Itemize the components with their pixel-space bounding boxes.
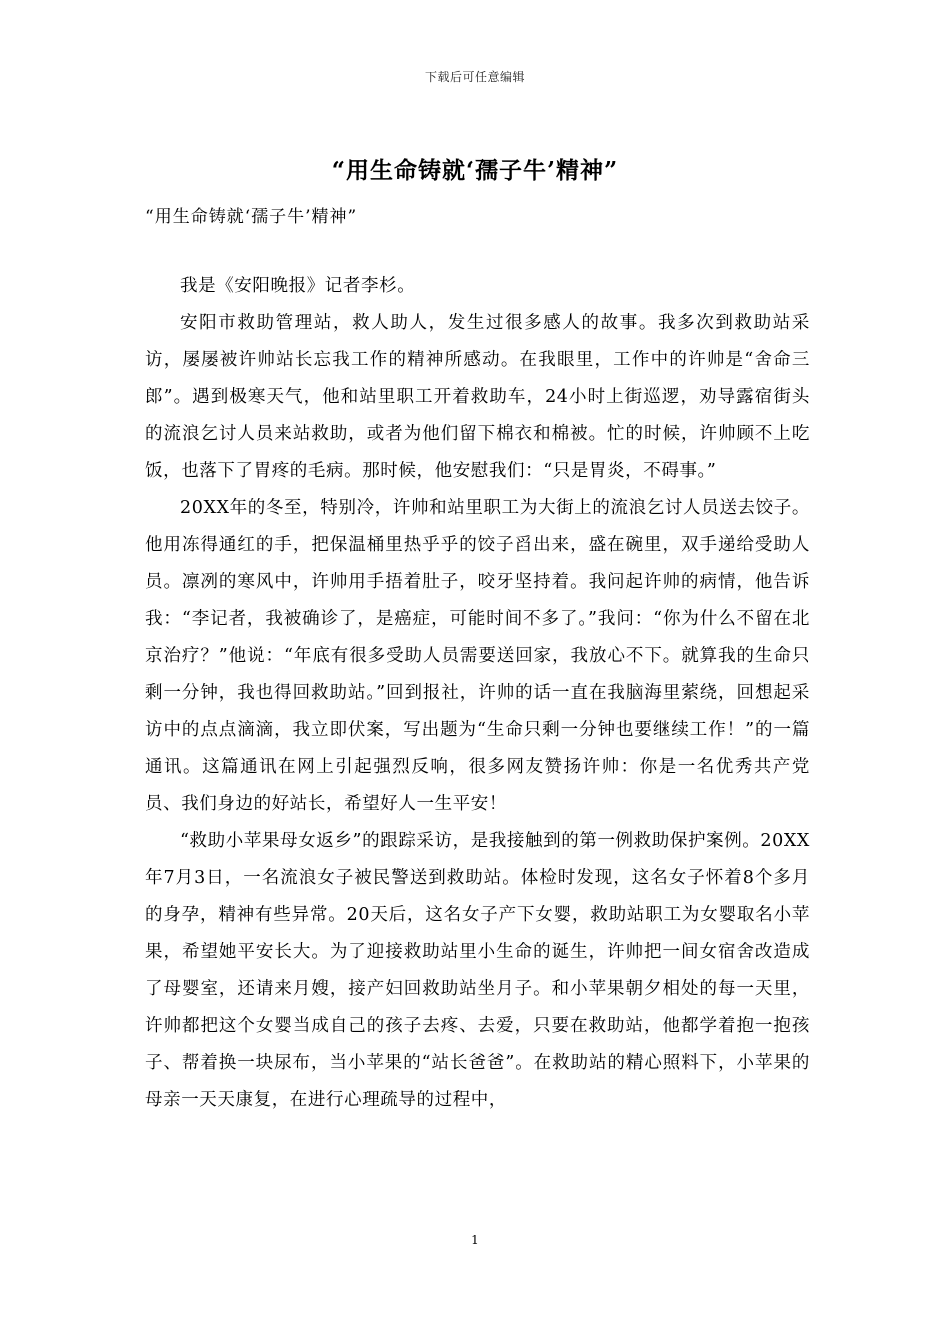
paragraph-3: 20XX年的冬至，特别冷，许帅和站里职工为大街上的流浪乞讨人员送去饺子。他用冻得通红的手，把保温桶里热乎乎的饺子舀出来，盛在碗里，双手递给受助人员。凛冽的寒风中，许帅用手捂着肚子，咬牙坚持着。我问起许帅的病情，他告诉我：“李记者，我被确诊了，是癌症，可能时间不多了。”我问：“你为什么不留在北京治疗？”他说：“年底有很多受助人员需要送回家，我放心不下。就算我的生命只剩一分钟，我也得回救助站。”回到报社，许帅的话一直在我脑海里萦绕，回想起采访中的点点滴滴，我立即伏案，写出题为“生命只剩一分钟也要继续工作！”的一篇通讯。这篇通讯在网上引起强烈反响，很多网友赞扬许帅：你是一名优秀共产党员、我们身边的好站长，希望好人一生平安！	[145, 498, 810, 814]
paragraph-2: 安阳市救助管理站，救人助人，发生过很多感人的故事。我多次到救助站采访，屡屡被许帅站长忘我工作的精神所感动。在我眼里，工作中的许帅是“舍命三郎”。遇到极寒天气，他和站里职工开着救助车，24小时上街巡逻，劝导露宿街头的流浪乞讨人员来站救助，或者为他们留下棉衣和棉被。忙的时候，许帅顾不上吃饭，也落下了胃疼的毛病。那时候，他安慰我们：“只是胃炎，不碍事。”	[145, 313, 810, 481]
document-subtitle: “用生命铸就‘孺子牛’精神”	[145, 207, 358, 227]
document-title: “用生命铸就‘孺子牛’精神”	[331, 157, 619, 184]
paragraph-4: “救助小苹果母女返乡”的跟踪采访，是我接触到的第一例救助保护案例。20XX年7月3日，一名流浪女子被民警送到救助站。体检时发现，这名女子怀着8个多月的身孕，精神有些异常。20天后，这名女子产下女婴，救助站职工为女婴取名小苹果，希望她平安长大。为了迎接救助站里小生命的诞生，许帅把一间女宿舍改造成了母婴室，还请来月嫂，接产妇回救助站坐月子。和小苹果朝夕相处的每一天里，许帅都把这个女婴当成自己的孩子去疼、去爱，只要在救助站，他都学着抱一抱孩子、帮着换一块尿布，当小苹果的“站长爸爸”。在救助站的精心照料下，小苹果的母亲一天天康复，在进行心理疏导的过程中，	[145, 831, 810, 1110]
page-number: 1	[471, 1233, 479, 1247]
article-body	[145, 268, 810, 1119]
header-note: 下载后可任意编辑	[424, 70, 525, 84]
paragraph-1: 我是《安阳晚报》记者李杉。	[180, 276, 416, 296]
